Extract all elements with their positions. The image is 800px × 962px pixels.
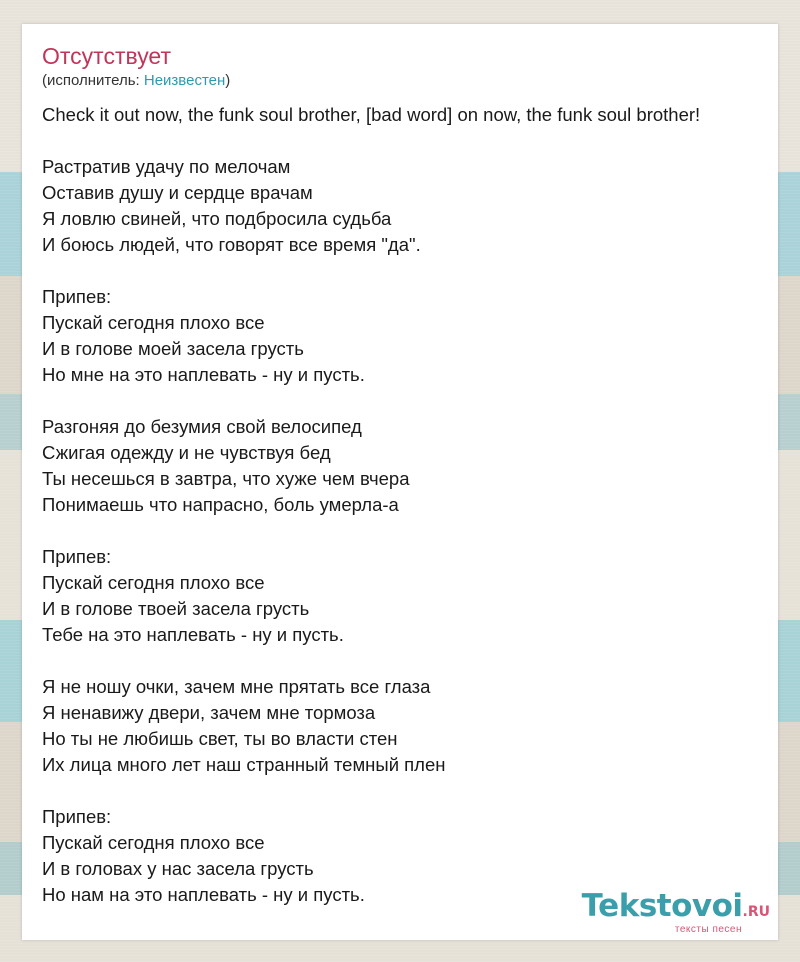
song-title: Отсутствует [42, 43, 171, 69]
lyrics-line: Понимаешь что напрасно, боль умерла-а [42, 494, 399, 515]
lyrics-line: Ты несешься в завтра, что хуже чем вчера [42, 468, 410, 489]
lyrics-card [22, 24, 778, 940]
lyrics-line: Но ты не любишь свет, ты во власти стен [42, 728, 398, 749]
lyrics-line: И боюсь людей, что говорят все время "да". [42, 234, 421, 255]
logo-tagline: тексты песен [674, 924, 742, 935]
logo-tld: .RU [742, 904, 770, 920]
lyrics-blank-line [42, 778, 778, 804]
lyrics-line: Я ненавижу двери, зачем мне тормоза [42, 702, 376, 723]
lyrics-blank-line [42, 388, 778, 414]
lyrics-line: Припев: [42, 806, 112, 827]
lyrics-line: И в голове моей засела грусть [42, 338, 304, 359]
lyrics-line: Разгоняя до безумия свой велосипед [42, 416, 362, 437]
lyrics-line: Я не ношу очки, зачем мне прятать все глаза [42, 676, 431, 697]
lyrics-text [42, 102, 778, 908]
lyrics-blank-line [42, 518, 778, 544]
lyrics-line: Припев: [42, 546, 112, 567]
lyrics-line: Я ловлю свиней, что подбросила судьба [42, 208, 392, 229]
lyrics-line: Припев: [42, 286, 112, 307]
lyrics-line: И в голове твоей засела грусть [42, 598, 310, 619]
lyrics-blank-line [42, 128, 778, 154]
lyrics-line: Их лица много лет наш странный темный плен [42, 754, 446, 775]
lyrics-line: Check it out now, the funk soul brother, [bad word] on now, the funk soul brother! [42, 104, 701, 125]
lyrics-line: Но нам на это наплевать - ну и пусть. [42, 884, 365, 905]
lyrics-line: Тебе на это наплевать - ну и пусть. [42, 624, 344, 645]
site-logo[interactable] [582, 888, 770, 936]
logo-name: Tekstovoi [581, 888, 743, 924]
lyrics-line: Пускай сегодня плохо все [42, 572, 265, 593]
lyrics-line: И в головах у нас засела грусть [42, 858, 314, 879]
lyrics-line: Но мне на это наплевать - ну и пусть. [42, 364, 365, 385]
lyrics-line: Растратив удачу по мелочам [42, 156, 291, 177]
lyrics-blank-line [42, 258, 778, 284]
artist-line [42, 72, 778, 90]
artist-prefix: (исполнитель: [42, 72, 144, 89]
lyrics-line: Оставив душу и сердце врачам [42, 182, 313, 203]
lyrics-line: Пускай сегодня плохо все [42, 312, 265, 333]
lyrics-line: Сжигая одежду и не чувствуя бед [42, 442, 331, 463]
artist-suffix: ) [225, 72, 231, 89]
artist-link[interactable]: Неизвестен [143, 72, 226, 89]
lyrics-blank-line [42, 648, 778, 674]
lyrics-line: Пускай сегодня плохо все [42, 832, 265, 853]
